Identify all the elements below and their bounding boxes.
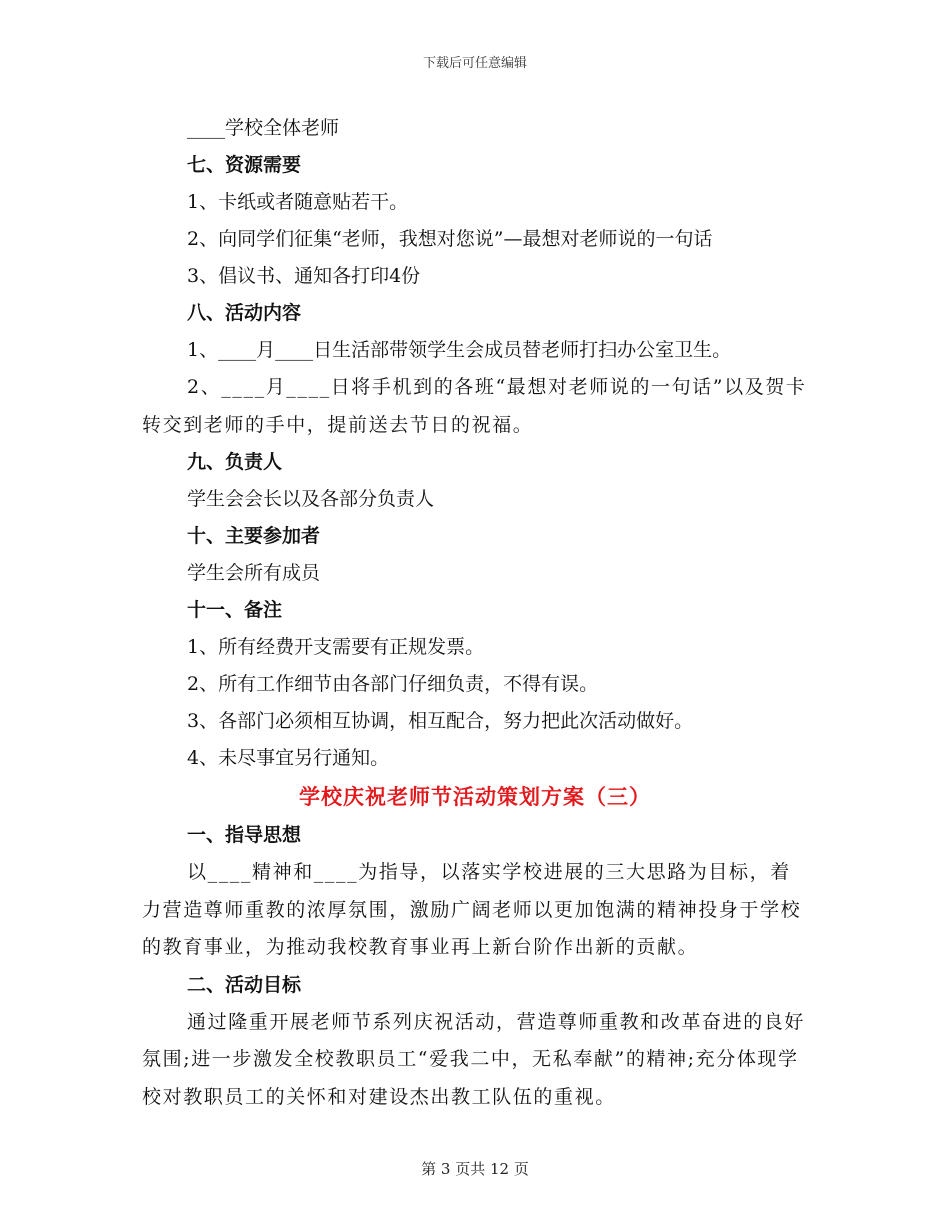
- note-item-2: 2、所有工作细节由各部门仔细负责，不得有误。: [187, 673, 599, 695]
- content-item-1: 1、____月____日生活部带领学生会成员替老师打扫办公室卫生。: [187, 339, 732, 361]
- content-item-2: 2、____月____日将手机到的各班“最想对老师说的一句话”以及贺卡转交到老师的手中，提前送去节日的祝福。: [142, 376, 807, 436]
- note-item-4: 4、未尽事宜另行通知。: [187, 747, 390, 769]
- heading-activity-content: 八、活动内容: [187, 302, 302, 324]
- participants-members-text: 学生会所有成员: [187, 562, 321, 584]
- heading-resources: 七、资源需要: [187, 154, 302, 176]
- section-title: 学校庆祝老师节活动策划方案（三）: [299, 784, 651, 809]
- page-footer: 第 3 页共 12 页: [421, 1160, 529, 1178]
- document-body: [142, 110, 808, 1116]
- note-item-1: 1、所有经费开支需要有正规发票。: [187, 636, 485, 658]
- resource-item-2: 2、向同学们征集“老师，我想对您说”—最想对老师说的一句话: [187, 228, 713, 250]
- note-item-3: 3、各部门必须相互协调，相互配合，努力把此次活动做好。: [187, 710, 694, 732]
- resource-item-3: 3、倡议书、通知各打印4份: [187, 265, 421, 287]
- heading-participants: 十、主要参加者: [187, 525, 321, 547]
- guiding-ideology-paragraph: 以____精神和____为指导，以落实学校进展的三大思路为目标，着力营造尊师重教的浓厚氛围，激励广阔老师以更加饱满的精神投身于学校的教育事业，为推动我校教育事业再上新台阶作出新的贡献。: [142, 861, 802, 958]
- activity-goal-paragraph: 通过隆重开展老师节系列庆祝活动，营造尊师重教和改革奋进的良好氛围;进一步激发全校教职员工“爱我二中，无私奉献”的精神;充分体现学校对教职员工的关怀和对建设杰出教工队伍的重视。: [142, 1010, 806, 1108]
- page-header: 下载后可任意编辑: [422, 56, 527, 71]
- heading-notes: 十一、备注: [187, 599, 283, 621]
- resource-item-1: 1、卡纸或者随意贴若干。: [187, 191, 409, 213]
- responsible-text: 学生会会长以及各部分负责人: [187, 488, 435, 510]
- participants-text: ____学校全体老师: [187, 117, 340, 139]
- heading-activity-goal: 二、活动目标: [187, 973, 302, 996]
- heading-guiding-ideology: 一、指导思想: [187, 824, 302, 846]
- heading-responsible: 九、负责人: [187, 451, 283, 473]
